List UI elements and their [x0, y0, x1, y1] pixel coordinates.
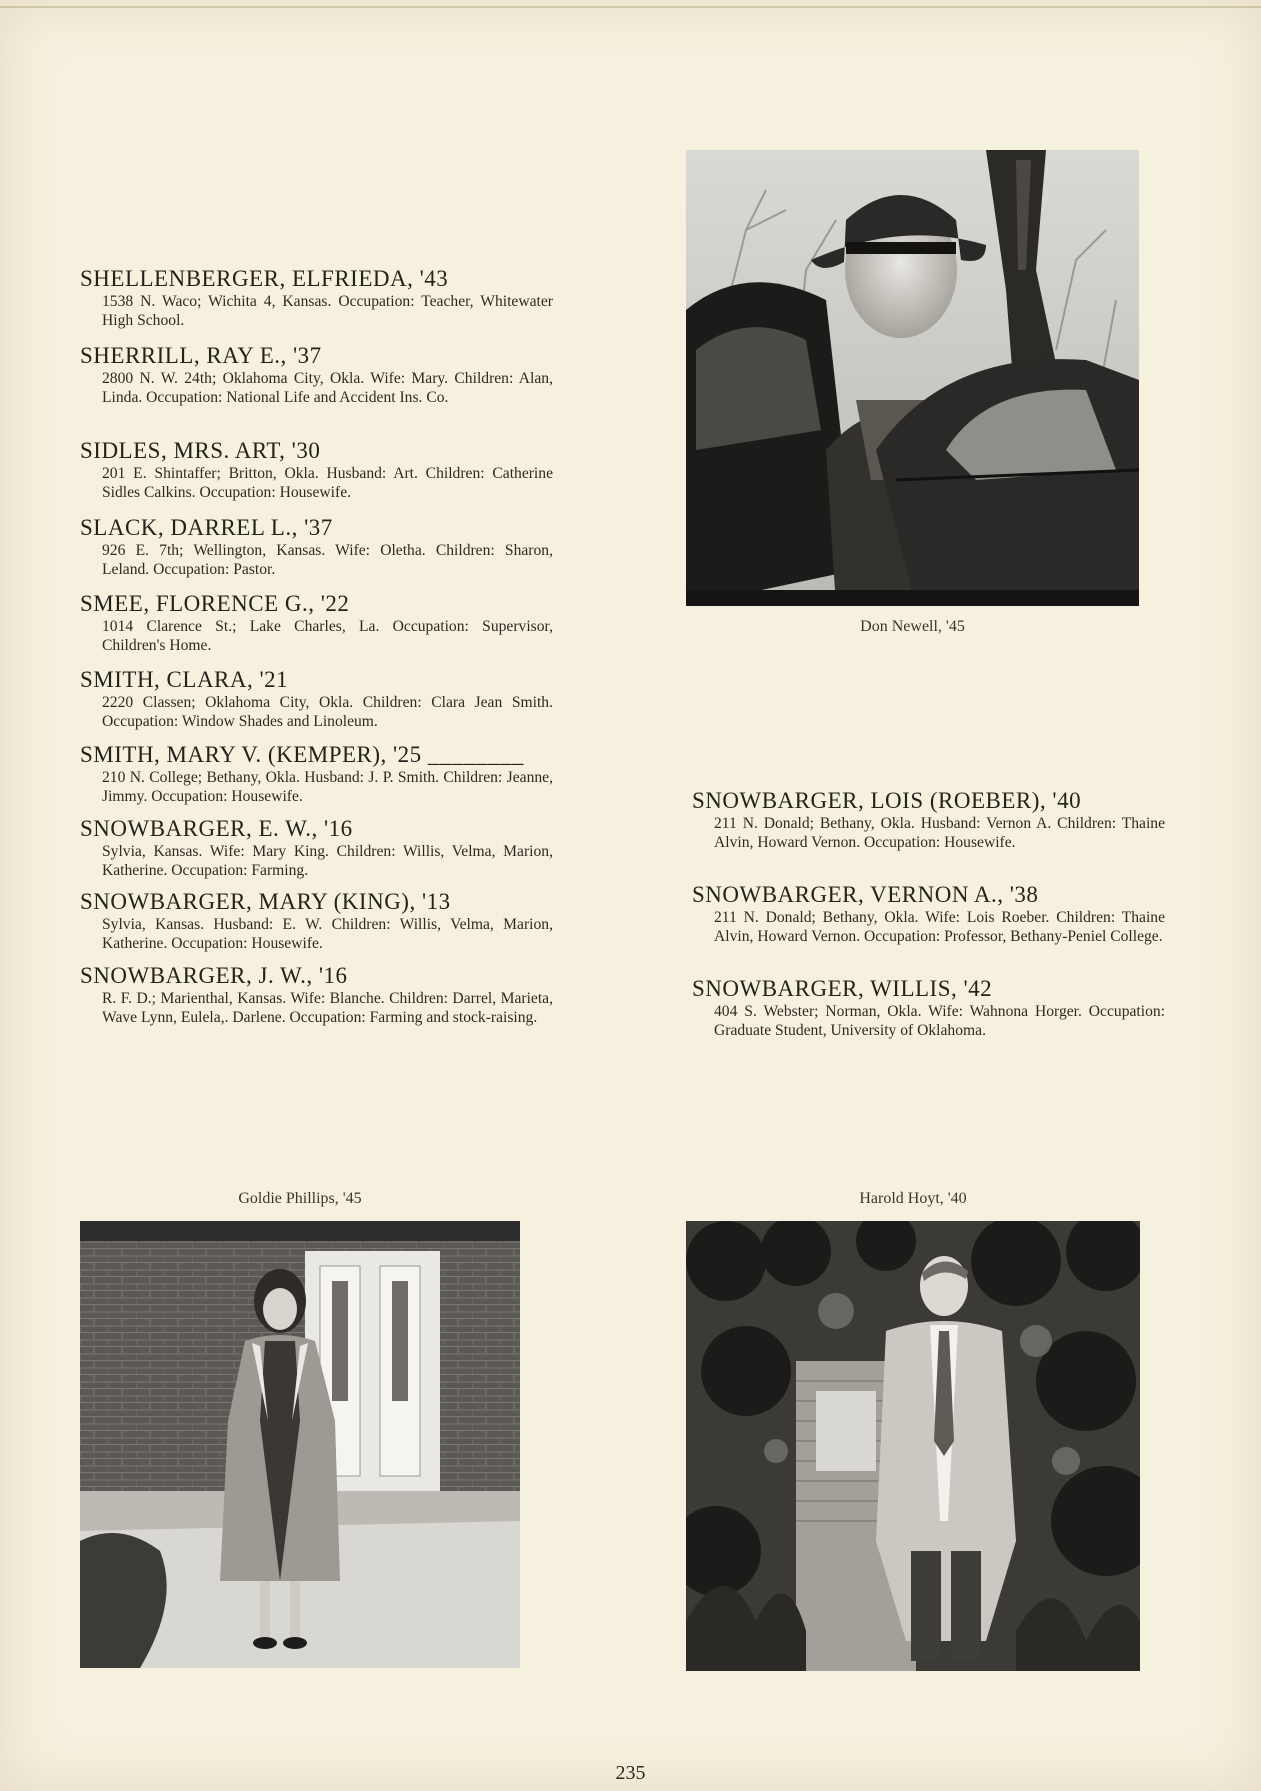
entry-name: SNOWBARGER, MARY (KING), '13 — [80, 889, 451, 914]
entry-smith-clara — [80, 667, 553, 731]
entry-name: SNOWBARGER, J. W., '16 — [80, 963, 348, 988]
photo-harold-hoyt — [686, 1221, 1140, 1671]
entry-name: SNOWBARGER, LOIS (ROEBER), '40 — [692, 788, 1082, 813]
photo-harold-hoyt-image — [686, 1221, 1140, 1671]
entry-shellenberger — [80, 266, 553, 330]
entry-details: Sylvia, Kansas. Wife: Mary King. Children: Willis, Velma, Marion, Katherine. Occupation: Farming. — [102, 843, 553, 879]
entry-smith-mary — [80, 742, 553, 806]
photo-don-newell-image — [686, 150, 1139, 606]
entry-name: SMITH, CLARA, '21 — [80, 667, 289, 692]
entry-details: 2800 N. W. 24th; Oklahoma City, Okla. Wife: Mary. Children: Alan, Linda. Occupation: National Life and Accident Ins. Co. — [102, 370, 553, 406]
page-top-rule — [0, 6, 1261, 8]
entry-details: 201 E. Shintaffer; Britton, Okla. Husband: Art. Children: Catherine Sidles Calkins. Occupation: Housewife. — [102, 465, 553, 501]
entry-details: 2220 Classen; Oklahoma City, Okla. Children: Clara Jean Smith. Occupation: Window Shades and Linoleum. — [102, 694, 553, 730]
entry-details: 211 N. Donald; Bethany, Okla. Wife: Lois Roeber. Children: Thaine Alvin, Howard Vernon. Occupation: Professor, Bethany-Peniel College. — [714, 909, 1165, 945]
entry-name: SNOWBARGER, E. W., '16 — [80, 816, 353, 841]
entry-snowbarger-vernon — [692, 882, 1165, 946]
photo-goldie-phillips — [80, 1221, 520, 1668]
entry-details: 1538 N. Waco; Wichita 4, Kansas. Occupation: Teacher, Whitewater High School. — [102, 293, 553, 329]
entry-name: SHERRILL, RAY E., '37 — [80, 343, 322, 368]
caption-goldie-phillips: Goldie Phillips, '45 — [238, 1190, 362, 1207]
entry-smee — [80, 591, 553, 655]
photo-goldie-phillips-image — [80, 1221, 520, 1668]
entry-name: SHELLENBERGER, ELFRIEDA, '43 — [80, 266, 449, 291]
entry-details: Sylvia, Kansas. Husband: E. W. Children: Willis, Velma, Marion, Katherine. Occupation: Housewife. — [102, 916, 553, 952]
entry-snowbarger-ew — [80, 816, 553, 880]
entry-details: R. F. D.; Marienthal, Kansas. Wife: Blanche. Children: Darrel, Marieta, Wave Lynn, Eulela,. Darlene. Occupation: Farming and stock-raising. — [102, 990, 553, 1026]
entry-snowbarger-lois — [692, 788, 1165, 852]
photo-don-newell — [686, 150, 1139, 606]
entry-sherrill — [80, 343, 553, 407]
entry-snowbarger-willis — [692, 976, 1165, 1040]
entry-snowbarger-jw — [80, 963, 553, 1027]
page-number: 235 — [615, 1762, 646, 1784]
entry-name: SMEE, FLORENCE G., '22 — [80, 591, 350, 616]
entry-details: 211 N. Donald; Bethany, Okla. Husband: Vernon A. Children: Thaine Alvin, Howard Vernon. Occupation: Housewife. — [714, 815, 1165, 851]
entry-snowbarger-mary — [80, 889, 553, 953]
entry-slack — [80, 515, 553, 579]
entry-sidles — [80, 438, 553, 502]
entry-name: SNOWBARGER, WILLIS, '42 — [692, 976, 993, 1001]
entry-name: SIDLES, MRS. ART, '30 — [80, 438, 321, 463]
entry-details: 1014 Clarence St.; Lake Charles, La. Occupation: Supervisor, Children's Home. — [102, 618, 553, 654]
caption-harold-hoyt: Harold Hoyt, '40 — [859, 1190, 967, 1207]
entry-name: SMITH, MARY V. (KEMPER), '25 ________ — [80, 742, 524, 767]
entry-details: 404 S. Webster; Norman, Okla. Wife: Wahnona Horger. Occupation: Graduate Student, University of Oklahoma. — [714, 1003, 1165, 1039]
entry-name: SNOWBARGER, VERNON A., '38 — [692, 882, 1039, 907]
entry-details: 210 N. College; Bethany, Okla. Husband: J. P. Smith. Children: Jeanne, Jimmy. Occupation: Housewife. — [102, 769, 553, 805]
caption-don-newell: Don Newell, '45 — [860, 618, 965, 635]
entry-name: SLACK, DARREL L., '37 — [80, 515, 333, 540]
entry-details: 926 E. 7th; Wellington, Kansas. Wife: Oletha. Children: Sharon, Leland. Occupation: Pastor. — [102, 542, 553, 578]
